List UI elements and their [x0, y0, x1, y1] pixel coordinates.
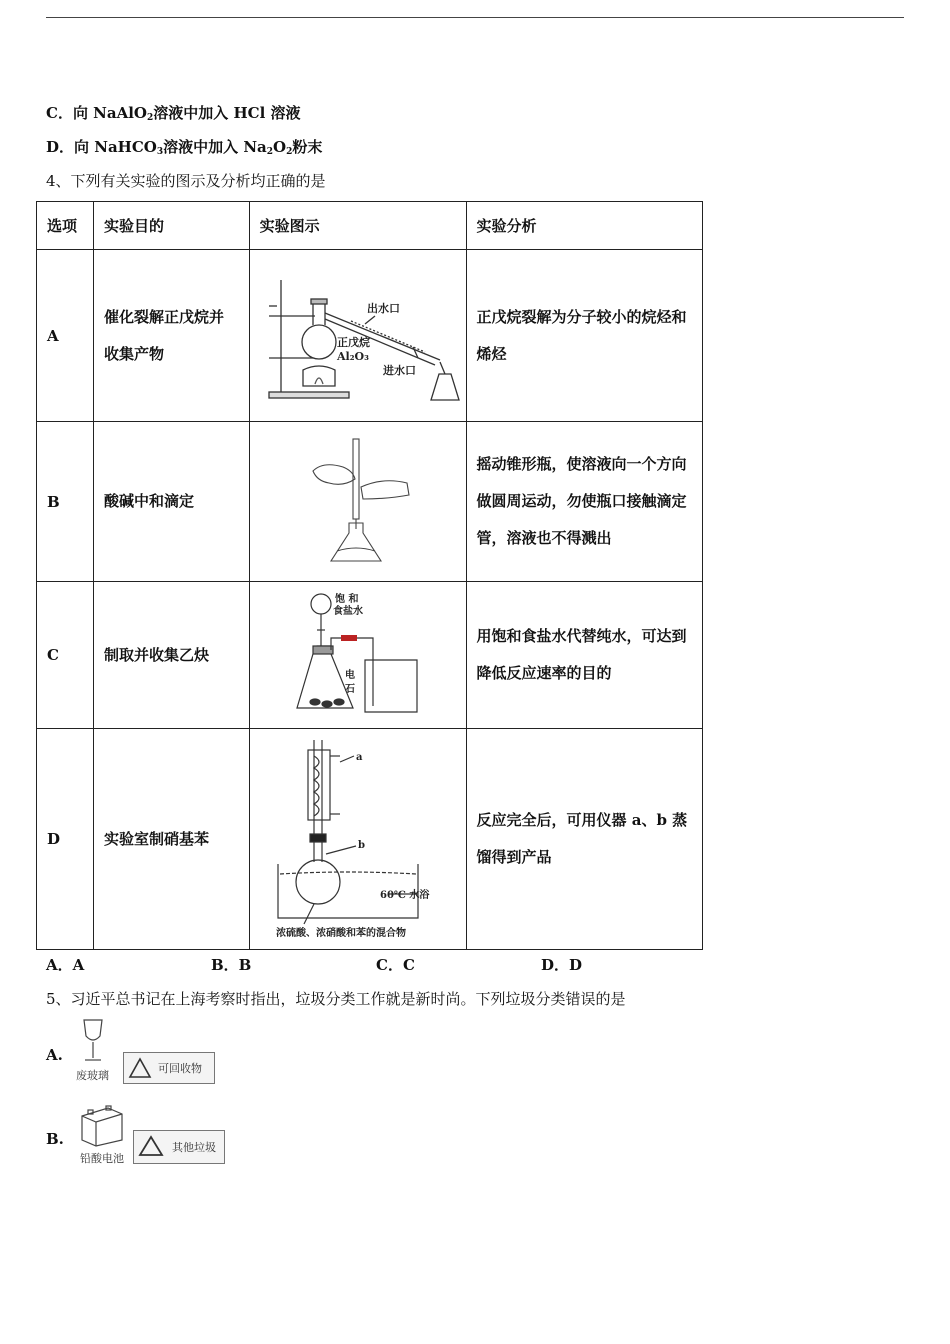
- q5-option-b-label: B.: [46, 1130, 64, 1148]
- label-water-bath: 60℃ 水浴: [379, 890, 429, 901]
- row-c-figure: [249, 582, 466, 729]
- row-a-analysis: 正戊烷裂解为分子较小的烷烃和烯烃: [466, 250, 702, 422]
- answer-b: B．B: [211, 956, 252, 974]
- header-analysis: 实验分析: [466, 202, 702, 250]
- table-row: [37, 729, 703, 950]
- row-c-purpose: 制取并收集乙炔: [93, 582, 249, 729]
- answer-a: A．A: [46, 956, 85, 974]
- cracking-apparatus-diagram: [255, 266, 460, 406]
- label-b: b: [357, 840, 365, 851]
- option-c-prev: C．向 NaAlO$_2$溶液中加入 HCl 溶液: [46, 104, 301, 123]
- recyclable-bin-sign: [123, 1052, 215, 1084]
- row-d-figure: [249, 729, 466, 950]
- table-row: [37, 422, 703, 582]
- header-figure: 实验图示: [249, 202, 466, 250]
- acetylene-apparatus-diagram: [293, 590, 423, 720]
- table-row: [37, 250, 703, 422]
- battery-icon: [78, 1104, 124, 1148]
- label-pentane: 正戊烷: [337, 335, 371, 349]
- table-row: [37, 582, 703, 729]
- row-c-analysis: 用饱和食盐水代替纯水，可达到降低反应速率的目的: [466, 582, 702, 729]
- row-b-figure: [249, 422, 466, 582]
- label-carbide-2: 石: [344, 684, 355, 695]
- q5-option-a-label: A.: [46, 1046, 63, 1064]
- question-5-stem: 5、习近平总书记在上海考察时指出，垃圾分类工作就是新时尚。下列垃圾分类错误的是: [46, 990, 626, 1008]
- label-water-outlet: 出水口: [367, 301, 401, 315]
- question-4-stem: 4、下列有关实验的图示及分析均正确的是: [46, 172, 326, 190]
- recycle-icon: [138, 1135, 164, 1159]
- label-brine: 食盐水: [332, 606, 363, 617]
- header-purpose: 实验目的: [93, 202, 249, 250]
- row-a-purpose: 催化裂解正戊烷并收集产物: [93, 250, 249, 422]
- answer-c: C．C: [376, 956, 415, 974]
- recyclable-bin-label: 可回收物: [158, 1062, 202, 1075]
- row-d-purpose: 实验室制硝基苯: [93, 729, 249, 950]
- label-catalyst: Al₂O₃: [337, 349, 369, 363]
- row-c-option: C: [37, 582, 94, 729]
- row-a-figure: [249, 250, 466, 422]
- label-water-inlet: 进水口: [383, 363, 417, 377]
- question-4-table: [36, 201, 703, 950]
- table-header-row: [37, 202, 703, 250]
- q5-a-item-caption: 废玻璃: [76, 1069, 109, 1082]
- header-rule: [46, 17, 904, 18]
- label-saturated: 饱 和: [334, 594, 359, 605]
- other-waste-bin-sign: [133, 1130, 225, 1164]
- row-b-purpose: 酸碱中和滴定: [93, 422, 249, 582]
- row-b-analysis: 摇动锥形瓶，使溶液向一个方向做圆周运动，勿使瓶口接触滴定管，溶液也不得溅出: [466, 422, 702, 582]
- row-b-option: B: [37, 422, 94, 582]
- label-a: a: [355, 752, 363, 763]
- row-d-analysis: 反应完全后，可用仪器 a、b 蒸馏得到产品: [466, 729, 702, 950]
- label-carbide-1: 电: [344, 670, 355, 681]
- recycle-icon: [128, 1057, 152, 1079]
- wine-glass-icon: [78, 1018, 108, 1064]
- nitrobenzene-apparatus-diagram: [268, 734, 448, 944]
- q5-b-item-caption: 铅酸电池: [80, 1152, 124, 1165]
- row-d-option: D: [37, 729, 94, 950]
- option-d-prev: D．向 NaHCO$_3$溶液中加入 $Na_2O_2$粉末: [46, 138, 323, 157]
- titration-diagram: [303, 437, 413, 567]
- label-mixture: 浓硫酸、浓硝酸和苯的混合物: [275, 928, 406, 939]
- row-a-option: A: [37, 250, 94, 422]
- header-option: 选项: [37, 202, 94, 250]
- other-waste-bin-label: 其他垃圾: [172, 1141, 216, 1154]
- answer-d: D．D: [541, 956, 583, 974]
